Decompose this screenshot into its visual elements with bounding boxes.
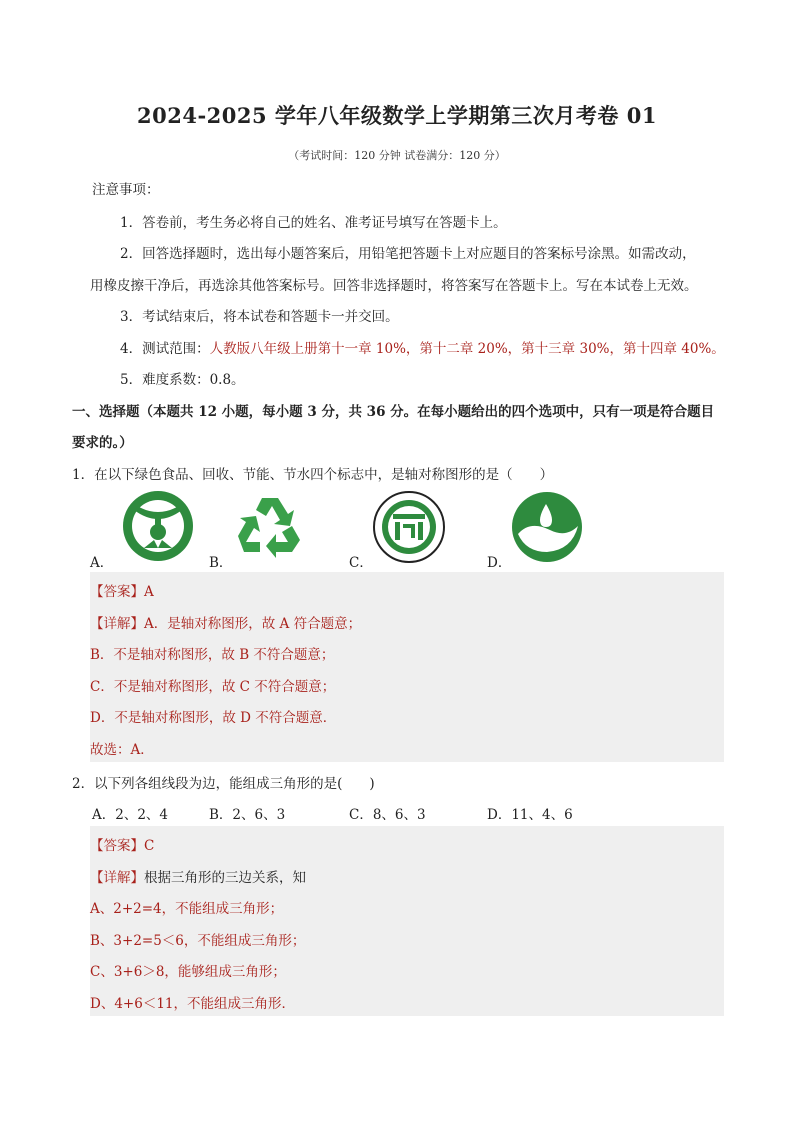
notice-item-4-label: 4．测试范围： <box>120 341 210 357</box>
question-2-stem: 2．以下列各组线段为边，能组成三角形的是( ) <box>72 776 375 792</box>
q1-explain-1 <box>90 612 361 632</box>
notice-item-2-cont: 用橡皮擦干净后，再选涂其他答案标号。回答非选择题时，将答案写在答题卡上。写在本试卷上无效。 <box>90 278 698 294</box>
q1-answer <box>90 580 154 600</box>
section-heading: 一、选择题（本题共 12 小题，每小题 3 分，共 36 分。在每小题给出的四个选项中，只有一项是符合题目 <box>72 404 715 420</box>
q2-option-a: A．2、2、4 <box>92 807 169 823</box>
q2-explain-c: C、3+6＞8，能够组成三角形； <box>90 964 286 980</box>
q1-conclusion: 故选：A． <box>90 742 154 758</box>
q2-option-c: C．8、6、3 <box>349 807 426 823</box>
q2-option-d: D．11、4、6 <box>487 807 573 823</box>
water-saving-logo-icon <box>510 490 584 564</box>
exam-info: （考试时间：120 分钟 试卷满分：120 分） <box>288 149 506 162</box>
green-food-logo-icon <box>120 490 196 562</box>
explain-text: 根据三角形的三边关系，知 <box>144 870 306 886</box>
answer-value: A <box>144 584 154 600</box>
q1-option-a-label: A． <box>90 555 114 571</box>
section-heading-cont: 要求的。） <box>72 435 133 451</box>
q2-answer-block <box>90 826 724 1016</box>
q1-explain-3: C．不是轴对称图形，故 C 不符合题意； <box>90 679 336 695</box>
answer-tag: 【答案】 <box>90 584 144 600</box>
q1-option-b-label: B． <box>209 555 233 571</box>
explain-line: A．是轴对称图形，故 A 符合题意； <box>144 616 362 632</box>
notice-item-2: 2．回答选择题时，选出每小题答案后，用铅笔把答题卡上对应题目的答案标号涂黑。如需改动， <box>120 246 696 262</box>
q2-option-b: B．2、6、3 <box>209 807 286 823</box>
q2-explain-b: B、3+2=5＜6，不能组成三角形； <box>90 933 306 949</box>
q2-explain-a: A、2+2=4，不能组成三角形； <box>90 901 284 917</box>
notice-item-5: 5．难度系数：0.8。 <box>120 372 245 388</box>
q1-option-d-label: D． <box>487 555 512 571</box>
question-1-stem: 1．在以下绿色食品、回收、节能、节水四个标志中，是轴对称图形的是（ ） <box>72 467 554 483</box>
recycle-logo-icon <box>234 492 308 562</box>
explain-tag: 【详解】 <box>90 616 144 632</box>
page-title: 2024-2025 学年八年级数学上学期第三次月考卷 01 <box>137 103 657 128</box>
test-scope: 人教版八年级上册第十一章 10%，第十二章 20%，第十三章 30%，第十四章 40%。 <box>209 341 725 357</box>
answer-tag: 【答案】 <box>90 838 144 854</box>
notice-item-1: 1．答卷前，考生务必将自己的姓名、准考证号填写在答题卡上。 <box>120 215 507 231</box>
q2-answer <box>90 834 154 854</box>
answer-value: C <box>144 838 155 854</box>
q1-explain-4: D．不是轴对称图形，故 D 不符合题意． <box>90 710 337 726</box>
q2-explain-d: D、4+6＜11，不能组成三角形． <box>90 996 295 1012</box>
q1-answer-block <box>90 572 724 762</box>
notice-item-4 <box>120 337 725 357</box>
explain-tag: 【详解】 <box>90 870 144 886</box>
q1-explain-2: B．不是轴对称图形，故 B 不符合题意； <box>90 647 335 663</box>
energy-saving-logo-icon <box>371 490 447 564</box>
notice-heading: 注意事项： <box>92 182 160 198</box>
notice-item-3: 3．考试结束后，将本试卷和答题卡一并交回。 <box>120 309 399 325</box>
q1-option-c-label: C． <box>349 555 373 571</box>
q2-explain-intro <box>90 866 306 886</box>
